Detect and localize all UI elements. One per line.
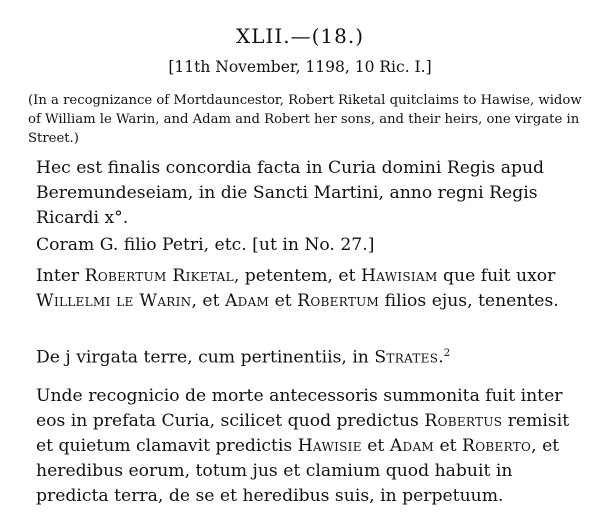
name-robertum-riketal: Robertum Riketal [84,266,234,286]
text-run: , et heredibus eorum, totum jus et clamium quod habuit in predicta terra, de se et heredibus suis, in perpetuum. [36,436,560,506]
text-run: remisit et quietum clamavit predictis [36,411,570,456]
text-run: et [434,436,463,456]
paragraph-concord: Hec est finalis concordia facta in Curia domini Regis apud Beremundeseiam, in die Sancti Martini, anno regni Regis Ricardi x°. [36,158,545,228]
name-adam: Adam [224,291,270,311]
name-adam: Adam [389,436,434,456]
name-willelmi-le-warin: Willelmi le Warin [36,291,192,311]
text-run: filios ejus, tenentes. [379,291,559,311]
text-run: , et [191,291,225,311]
document-date: [11th November, 1198, 10 Ric. I.] [168,58,432,76]
text-run: De j virgata terre, cum pertinentiis, in [36,347,375,368]
text-run: , petentem, et [233,266,361,286]
name-robertum: Robertum [297,291,380,311]
text-run: Inter [36,266,85,286]
place-strates: Strates [374,347,439,368]
text-run: . [438,347,444,368]
summary-paragraph: (In a recognizance of Mortdauncestor, Robert Riketal quitclaims to Hawise, widow of William le Warin, and Adam and Robert her sons, and their heirs, one virgate in Street.) [28,93,582,146]
footnote-marker[interactable]: 2 [443,348,451,359]
paragraph-inter [36,264,584,314]
text-run: et [361,436,390,456]
name-robertus: Robertus [424,411,503,431]
paragraph-virgata [36,341,584,371]
text-run: que fuit uxor [437,266,556,286]
text-run: Unde recognicio de morte antecessoris summonita fuit inter eos in prefata Curia, scilicet quod predictus [36,386,563,431]
name-hawisie: Hawisie [297,436,362,456]
document-heading: XLII.—(18.) [235,24,365,48]
name-roberto: Roberto [462,436,532,456]
paragraph-coram: Coram G. filio Petri, etc. [ut in No. 27.] [36,235,375,255]
name-hawisiam: Hawisiam [360,266,438,286]
paragraph-recognicio [36,384,584,509]
text-run: et [269,291,298,311]
